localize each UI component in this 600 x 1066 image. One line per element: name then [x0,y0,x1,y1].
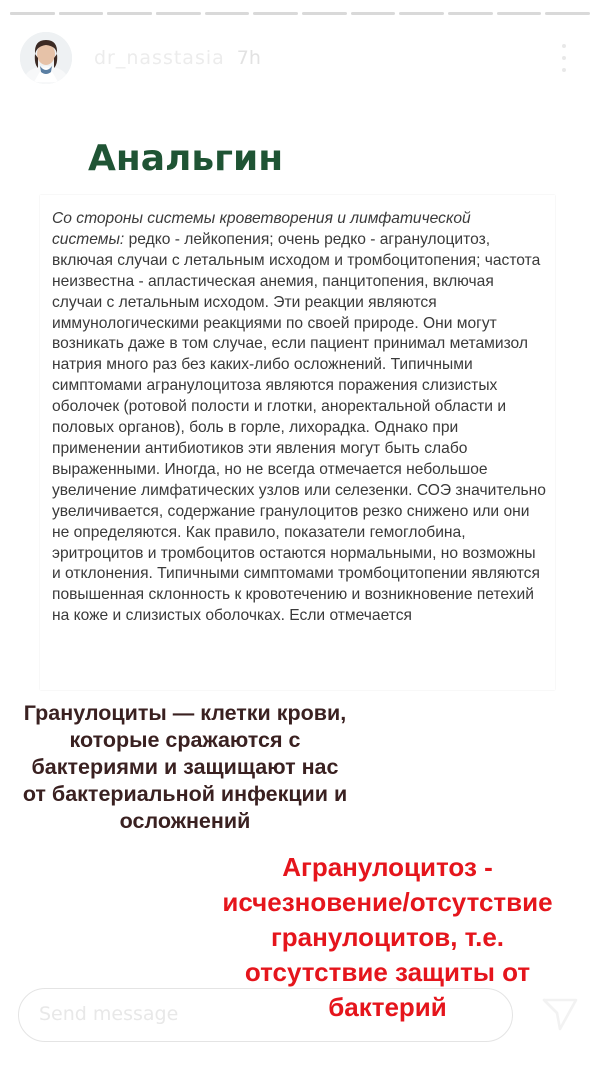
story-segment [107,12,152,15]
story-progress-bar [10,12,590,16]
story-segment [302,12,347,15]
send-message-input[interactable] [18,988,513,1042]
story-segment [59,12,104,15]
story-segment [448,12,493,15]
story-segment [253,12,298,15]
send-icon[interactable] [540,996,580,1032]
story-segment [10,12,55,15]
post-time: 7h [236,47,261,69]
more-vertical-icon[interactable] [560,44,568,72]
story-segment [545,12,590,15]
agranulocytosis-definition: Агранулоцитоз - исчезновение/отсутствие гранулоцитов, т.е. отсутствие защиты от бактерий [222,852,553,1022]
story-segment [399,12,444,15]
story-header [20,30,580,86]
excerpt-body: редко - лейкопения; очень редко - агранулоцитоз, включая случаи с летальным исходом и тромбоцитопения; частота неизвестна - апластическая анемия, панцитопения, включая случаи с летальным исходом. Эти реакции являются иммунологическими реакциями по своей природе. Они могут возникать даже в том случае, если пациент принимал метамизол натрия много раз без каких-либо осложнений. Типичными симптомами агранулоцитоза являются поражения слизистых оболочек (ротовой полости и глотки, аноректальной области и половых органов), боль в горле, лихорадка. Однако при применении антибиотиков эти явления могут быть слабо выраженными. Иногда, но не всегда отмечается небольшое увеличение лимфатических узлов или селезенки. СОЭ значительно увеличивается, содержание гранулоцитов резко снижено или они не определяются. Как правило, показатели гемоглобина, эритроцитов и тромбоцитов остаются нормальными, но возможны и отклонения. Типичными симптомами тромбоцитопении являются повышенная склонность к кровотечению и возникновение петехий на коже и слизистых оболочках. Если отмечается [52,230,546,625]
excerpt-text [52,209,547,627]
username[interactable]: dr_nasstasia [94,47,225,69]
post-title: Анальгин [88,138,284,179]
story-segment [351,12,396,15]
document-excerpt [40,195,555,690]
granulocyte-note: Гранулоциты — клетки крови, которые сражаются с бактериями и защищают нас от бактериальной инфекции и осложнений [22,701,348,833]
story-segment [497,12,542,15]
excerpt-lead: Со стороны системы кроветворения и лимфатической системы: [52,210,471,248]
story-segment [156,12,201,15]
profile-avatar-icon [20,32,72,84]
story-segment [205,12,250,15]
avatar[interactable] [20,32,72,84]
send-message-placeholder: Send message [39,1003,179,1025]
